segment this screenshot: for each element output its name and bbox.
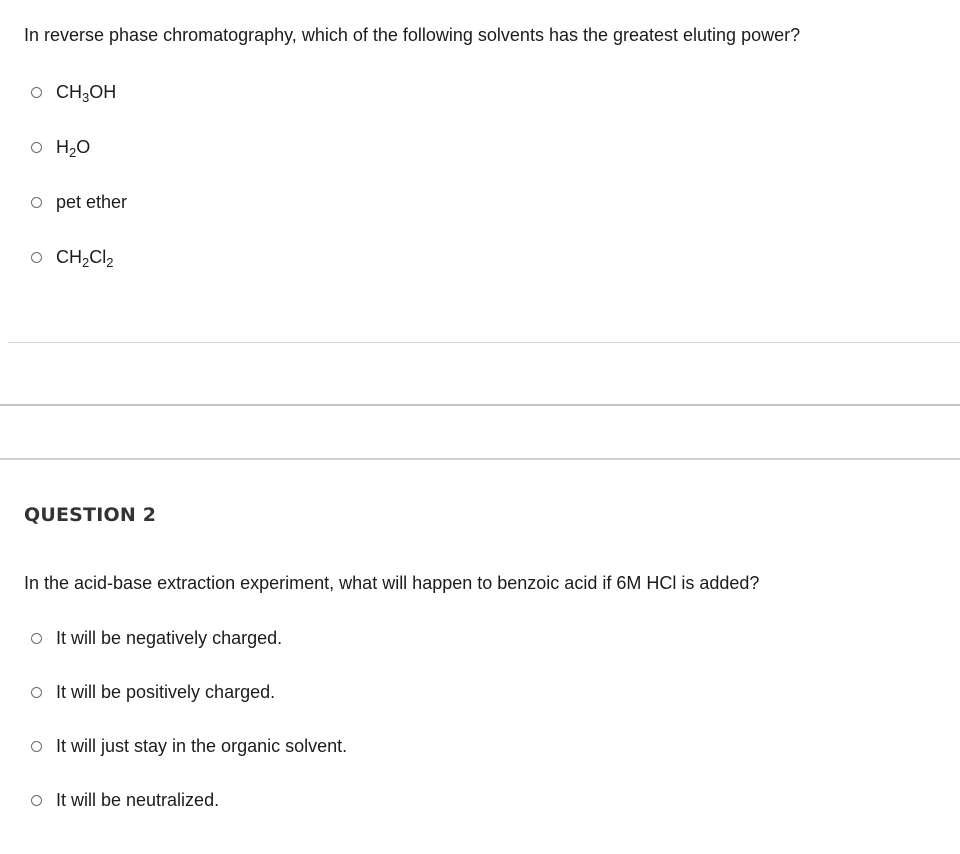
option-label: It will be neutralized. [56, 790, 220, 810]
question-2-heading: QUESTION 2 [24, 504, 157, 526]
question-header-divider [0, 458, 960, 460]
question-divider [8, 342, 960, 343]
radio-button[interactable] [31, 252, 42, 263]
option-label: It will just stay in the organic solvent. [56, 736, 348, 756]
option-label: $CH_3OH$ [56, 82, 117, 105]
question-1-option-h2o[interactable] [31, 135, 90, 159]
radio-button[interactable] [31, 741, 42, 752]
question-2-option-positively-charged[interactable] [31, 680, 275, 704]
radio-button[interactable] [31, 87, 42, 98]
option-label: $CH_2Cl_2$ [56, 247, 114, 270]
radio-button[interactable] [31, 197, 42, 208]
question-2-option-stay-in-organic[interactable] [31, 734, 347, 758]
section-divider [0, 404, 960, 406]
question-1-option-pet-ether[interactable] [31, 190, 127, 214]
question-1-option-ch2cl2[interactable] [31, 245, 113, 269]
option-label: pet ether [56, 192, 128, 212]
radio-button[interactable] [31, 142, 42, 153]
question-2-prompt: In the acid-base extraction experiment, what will happen to benzoic acid if 6M HCl is added? [24, 573, 760, 593]
question-2-option-neutralized[interactable] [31, 788, 219, 812]
radio-button[interactable] [31, 633, 42, 644]
option-label: $H_2O$ [56, 137, 91, 160]
question-1-prompt: In reverse phase chromatography, which of the following solvents has the greatest eluting power? [24, 25, 801, 45]
radio-button[interactable] [31, 795, 42, 806]
question-1-option-ch3oh[interactable] [31, 80, 116, 104]
question-2-option-negatively-charged[interactable] [31, 626, 282, 650]
option-label: It will be positively charged. [56, 682, 276, 702]
radio-button[interactable] [31, 687, 42, 698]
option-label: It will be negatively charged. [56, 628, 283, 648]
